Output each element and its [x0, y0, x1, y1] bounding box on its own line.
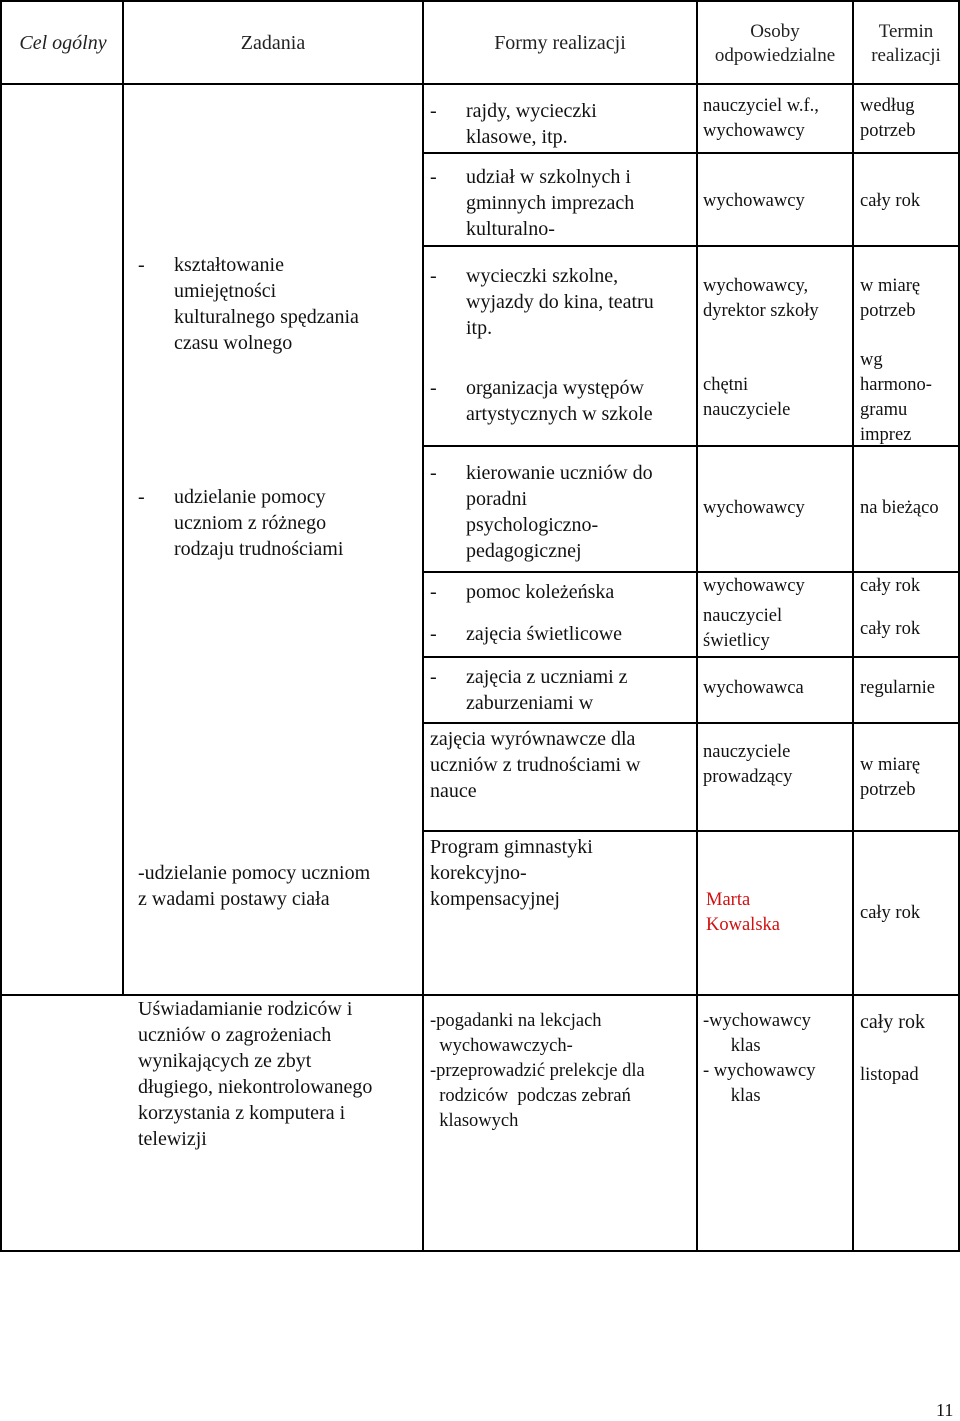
list-marker: - [430, 581, 437, 603]
osoby-r9: nauczyciele prowadzący [703, 742, 793, 787]
termin-r6: cały rok [860, 576, 921, 596]
termin-r9: w miarę potrzeb [860, 755, 921, 800]
termin-r8: regularnie [860, 678, 935, 698]
forma-r10: Program gimnastyki korekcyjno- kompensacyjnej [430, 836, 593, 910]
termin-r11-a: cały rok [860, 1011, 925, 1033]
forma-text: kierowanie uczniów do poradni psychologiczno- pedagogicznej [466, 462, 653, 562]
header-cel: Cel ogólny [19, 32, 107, 54]
forma-text: zajęcia świetlicowe [466, 623, 623, 645]
zadanie-4: Uświadamianie rodziców i uczniów o zagrożeniach wynikających ze zbyt długiego, niekontrolowanego korzystania z komputera i telewizji [138, 998, 373, 1150]
forma-text: rajdy, wycieczki klasowe, itp. [466, 100, 597, 148]
osoby-r11: -wychowawcy klas - wychowawcy klas [703, 1011, 816, 1106]
termin-r5: na bieżąco [860, 498, 939, 518]
forma-r8 [423, 664, 696, 722]
header-termin: Termin realizacji [871, 21, 941, 66]
termin-r3: w miarę potrzeb [860, 276, 921, 321]
termin-r7: cały rok [860, 619, 921, 639]
termin-r1: według potrzeb [860, 96, 916, 141]
list-marker: - [138, 254, 145, 276]
page-number: 11 [936, 1400, 954, 1420]
list-marker: - [430, 462, 437, 484]
zadanie-text: udzielanie pomocy uczniom z różnego rodzaju trudnościami [174, 486, 344, 560]
osoby-r2: wychowawcy [703, 191, 805, 211]
termin-r11-b: listopad [860, 1065, 919, 1085]
forma-r11: -pogadanki na lekcjach wychowawczych- -przeprowadzić prelekcje dla rodziców podczas zebrań klasowych [430, 1011, 645, 1131]
list-marker: - [430, 166, 437, 188]
list-marker: - [430, 623, 437, 645]
osoby-r4: chętni nauczyciele [703, 375, 791, 420]
list-marker: - [430, 377, 437, 399]
osoby-r1: nauczyciel w.f., wychowawcy [703, 96, 819, 141]
osoby-r7: nauczyciel świetlicy [703, 606, 783, 651]
list-marker: - [430, 265, 437, 287]
list-marker: - [430, 100, 437, 122]
osoby-r10: Marta Kowalska [706, 890, 780, 935]
zadanie-3: -udzielanie pomocy uczniom z wadami postawy ciała [138, 862, 371, 910]
forma-r9: zajęcia wyrównawcze dla uczniów z trudnościami w nauce [430, 728, 641, 802]
header-osoby: Osoby odpowiedzialne [714, 21, 836, 66]
zadanie-text: kształtowanie umiejętności kulturalnego spędzania czasu wolnego [174, 254, 359, 354]
forma-text: zajęcia z uczniami z zaburzeniami w [466, 666, 628, 714]
header-zadania: Zadania [240, 32, 306, 54]
osoby-r8: wychowawca [703, 678, 804, 698]
osoby-r3: wychowawcy, dyrektor szkoły [703, 276, 819, 321]
header-formy: Formy realizacji [494, 32, 626, 54]
osoby-r6: wychowawcy [703, 576, 805, 596]
osoby-r5: wychowawcy [703, 498, 805, 518]
termin-r2: cały rok [860, 191, 921, 211]
forma-text: udział w szkolnych i gminnych imprezach kulturalno- [466, 166, 635, 240]
termin-r4: wg harmono- gramu imprez [860, 350, 932, 445]
forma-text: wycieczki szkolne, wyjazdy do kina, teatru itp. [466, 265, 654, 339]
termin-r10: cały rok [860, 903, 921, 923]
list-marker: - [430, 666, 437, 688]
list-marker: - [138, 486, 145, 508]
forma-text: organizacja występów artystycznych w szkole [466, 377, 653, 425]
forma-text: pomoc koleżeńska [466, 581, 615, 603]
